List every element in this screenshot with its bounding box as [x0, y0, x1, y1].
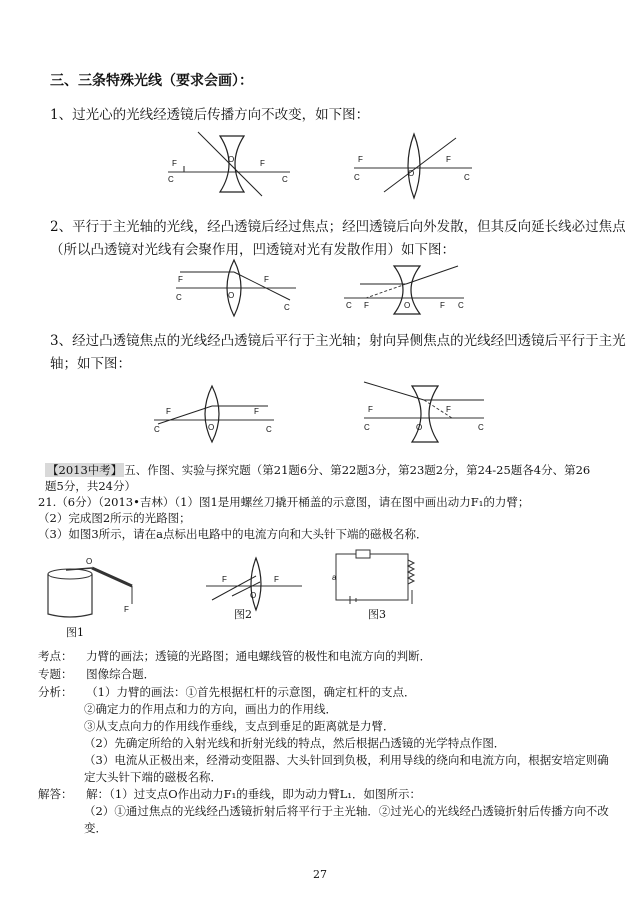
rule-2-text-line1: 2、平行于主光轴的光线，经凸透镜后经过焦点；经凹透镜后向外发散，但其反向延长线必过焦点: [50, 219, 626, 235]
page-number: 27: [313, 868, 327, 881]
svg-text:O: O: [416, 423, 423, 432]
question-21-part2: （2）完成图2所示的光路图；: [38, 511, 191, 525]
svg-text:F: F: [358, 155, 363, 164]
svg-text:F: F: [446, 405, 451, 414]
svg-text:F: F: [364, 301, 369, 310]
fenxi-line4: （2）先确定所给的入射光线和折射光线的特点，然后根据凸透镜的光学特点作图．: [84, 736, 506, 750]
exam-header-text: 五、作图、实验与探究题（第21题6分、第22题3分，第23题2分，第24-25题各4分、第26: [124, 463, 591, 477]
exam-header-line2: 题5分，共24分）: [45, 479, 136, 493]
svg-text:C: C: [284, 303, 290, 312]
zhuanti-text: 图像综合题．: [86, 667, 156, 681]
svg-text:F: F: [368, 405, 373, 414]
rule-1-text: 1、过光心的光线经透镜后传播方向不改变，如下图：: [50, 107, 370, 123]
jieda-line3: 变．: [84, 821, 107, 835]
svg-text:C: C: [266, 425, 272, 434]
svg-text:F: F: [440, 301, 445, 310]
svg-text:O: O: [250, 591, 257, 600]
svg-text:F: F: [172, 159, 177, 168]
svg-text:C: C: [458, 301, 464, 310]
diagram-concave-center-ray: [160, 128, 300, 198]
svg-text:C: C: [154, 425, 160, 434]
svg-text:O: O: [86, 557, 93, 566]
svg-text:C: C: [346, 301, 352, 310]
zhuanti-row: [38, 666, 155, 682]
figure-2-caption: 图2: [234, 608, 252, 621]
svg-text:C: C: [176, 293, 182, 302]
jieda-label: 解答：: [38, 787, 73, 801]
rule-3-text-line1: 3、经过凸透镜焦点的光线经凸透镜后平行于主光轴；射向异侧焦点的光线经凹透镜后平行于主光: [50, 333, 626, 349]
jieda-row: [38, 786, 421, 802]
svg-text:O: O: [404, 301, 411, 310]
section-title: 三、三条特殊光线（要求会画）：: [50, 73, 253, 89]
svg-text:F: F: [274, 575, 279, 584]
svg-text:F: F: [254, 407, 259, 416]
diagram-convex-parallel-ray: [172, 258, 302, 318]
rule-2-text-line2: （所以凸透镜对光线有会聚作用，凹透镜对光有发散作用）如下图：: [50, 242, 455, 258]
kaodian-label: 考点：: [38, 649, 73, 663]
fenxi-line1: （1）力臂的画法：①首先根据杠杆的示意图，确定杠杆的支点．: [86, 685, 416, 699]
rule-3-text-line2: 轴；如下图：: [50, 356, 131, 372]
svg-text:F: F: [264, 275, 269, 284]
exam-tag: 【2013中考】: [47, 463, 123, 477]
kaodian-row: [38, 648, 431, 664]
diagram-convex-focus-ray: [150, 384, 280, 442]
svg-text:C: C: [282, 175, 288, 184]
exam-header-line1: [45, 462, 590, 478]
diagram-concave-focus-ray: [360, 378, 490, 446]
diagram-convex-center-ray: [348, 128, 478, 198]
question-21-part3: （3）如图3所示，请在a点标出电路中的电流方向和大头针下端的磁极名称．: [38, 527, 428, 541]
fenxi-line5: （3）电流从正极出来，经滑动变阻器、大头针回到负极，利用导线的绕向和电流方向，根据安培定则确: [84, 753, 609, 767]
fenxi-line2: ②确定力的作用点和力的方向，画出力的作用线．: [84, 702, 337, 716]
fenxi-line3: ③从支点向力的作用线作垂线，支点到垂足的距离就是力臂．: [84, 719, 395, 733]
figure-1-screwdriver: [40, 552, 160, 620]
jieda-line1: 解：（1）过支点O作出动力F₁的垂线，即为动力臂L₁．如图所示：: [86, 787, 421, 801]
zhuanti-label: 专题：: [38, 667, 73, 681]
svg-text:O: O: [228, 155, 235, 164]
svg-text:O: O: [228, 291, 235, 300]
svg-text:a: a: [332, 573, 337, 582]
fenxi-label: 分析：: [38, 685, 73, 699]
kaodian-text: 力臂的画法；透镜的光路图；通电螺线管的极性和电流方向的判断．: [86, 649, 432, 663]
svg-text:F: F: [260, 159, 265, 168]
figure-3-caption: 图3: [368, 608, 386, 621]
svg-text:F: F: [446, 155, 451, 164]
svg-text:C: C: [478, 423, 484, 432]
svg-text:F: F: [178, 275, 183, 284]
diagram-concave-parallel-ray: [340, 262, 470, 318]
svg-text:O: O: [208, 423, 215, 432]
question-21: 21.（6分）（2013•吉林）（1）图1是用螺丝刀撬开桶盖的示意图，请在图中画出动力F₁的力臂；: [38, 495, 530, 509]
svg-text:C: C: [354, 173, 360, 182]
fenxi-line6: 定大头针下端的磁极名称．: [84, 770, 222, 784]
figure-1-caption: 图1: [66, 626, 84, 639]
svg-text:C: C: [168, 175, 174, 184]
fenxi-row: [38, 684, 415, 700]
svg-text:F: F: [222, 575, 227, 584]
figure-2-lens: [204, 556, 304, 612]
svg-text:C: C: [364, 423, 370, 432]
figure-3-circuit: [330, 546, 430, 608]
jieda-line2: （2）①通过焦点的光线经凸透镜折射后将平行于主光轴．②过光心的光线经凸透镜折射后传播方向不改: [84, 804, 609, 818]
svg-text:F: F: [166, 407, 171, 416]
svg-text:F: F: [124, 605, 129, 614]
svg-text:O: O: [408, 169, 415, 178]
svg-text:C: C: [464, 173, 470, 182]
